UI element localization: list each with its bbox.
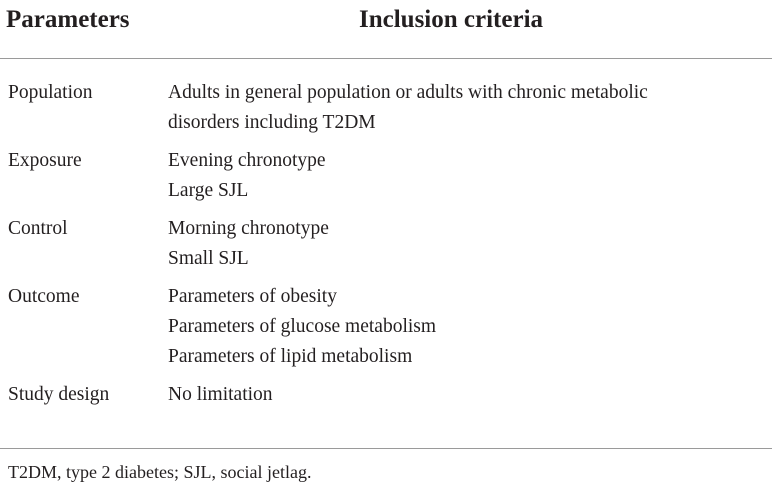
criteria-line: Parameters of obesity (168, 286, 337, 307)
criteria-cell (168, 214, 758, 274)
header-divider (0, 58, 772, 59)
criteria-line: Adults in general population or adults with chronic metabolic (168, 82, 648, 103)
table-header-row (0, 0, 772, 44)
table-row (0, 214, 772, 274)
criteria-cell (168, 146, 758, 206)
criteria-line: Parameters of lipid metabolism (168, 346, 413, 367)
criteria-line: No limitation (168, 384, 273, 405)
table-footnote: T2DM, type 2 diabetes; SJL, social jetlag. (8, 462, 312, 482)
table-row (0, 380, 772, 410)
table-row (0, 78, 772, 138)
criteria-line: disorders including T2DM (168, 112, 376, 133)
parameter-cell: Population (8, 82, 93, 103)
parameter-cell: Outcome (8, 286, 80, 307)
criteria-cell (168, 380, 758, 410)
footer-divider (0, 448, 772, 449)
table-row (0, 282, 772, 372)
criteria-line: Large SJL (168, 180, 249, 201)
criteria-line: Small SJL (168, 248, 249, 269)
header-inclusion-criteria: Inclusion criteria (359, 6, 544, 33)
parameter-cell: Control (8, 218, 68, 239)
header-parameters: Parameters (6, 6, 130, 33)
criteria-line: Evening chronotype (168, 150, 326, 171)
criteria-cell (168, 282, 758, 372)
criteria-line: Parameters of glucose metabolism (168, 316, 437, 337)
criteria-cell (168, 78, 758, 138)
parameter-cell: Study design (8, 384, 110, 405)
table-body (0, 78, 772, 418)
parameter-cell: Exposure (8, 150, 82, 171)
criteria-line: Morning chronotype (168, 218, 329, 239)
table-row (0, 146, 772, 206)
